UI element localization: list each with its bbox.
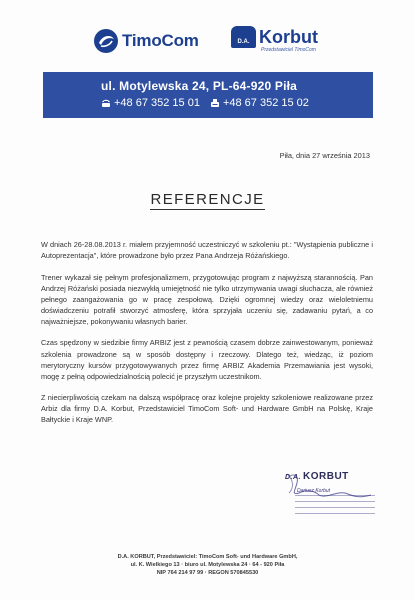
- footer-line-2: ul. K. Wielkiego 13 · biuro ul. Motylewska 24 · 64 - 920 Piła: [130, 562, 285, 569]
- header-logos: [0, 26, 415, 62]
- stamp-name: Dariusz Korbut: [297, 488, 331, 494]
- footer-line-3: NIP 764 214 97 99 · REGON 570845530: [156, 570, 259, 577]
- fax-number: +48 67 352 15 02: [222, 97, 309, 109]
- contact-line: [101, 97, 309, 109]
- paragraph-4: Z niecierpliwością czekam na dalszą współpracę oraz kolejne projekty szkoleniowe realizowane przez Arbiz dla firmy D.A. Korbut, Przedstawiciel TimoCom Soft- und Hardware GmbH na Polskę, Kraje Bałtyckie i Kraje WNP.: [41, 393, 373, 425]
- letter-body: [41, 239, 373, 436]
- letter-title-text: REFERENCJE: [150, 191, 265, 208]
- paragraph-1: W dniach 26-28.08.2013 r. miałem przyjemność uczestniczyć w szkoleniu pt.: "Wystąpienia publiczne i Autoprezentacja", które prowadzone było przez Pana Andrzeja Różańskiego.: [41, 240, 373, 261]
- phone-number: +48 67 352 15 01: [114, 97, 200, 109]
- letter-footer: [0, 553, 415, 578]
- korbut-logo-text: Korbut: [259, 26, 318, 47]
- footer-line-1: D.A. KORBUT, Przedstawiciel: TimoCom Soft- und Hardware GmbH,: [117, 554, 298, 560]
- timocom-logo-text: TimoCom: [122, 31, 199, 50]
- timocom-swirl-icon: [93, 28, 119, 54]
- address-bar: [43, 72, 373, 118]
- stamp-logo-prefix: D.A.: [285, 474, 301, 481]
- da-badge-icon: D.A.: [231, 26, 256, 48]
- handwritten-signature: [285, 471, 377, 517]
- address-text: ul. Motylewska 24, PL-64-920 Piła: [101, 79, 298, 93]
- timocom-logo: [93, 28, 199, 54]
- paragraph-3: Czas spędzony w siedzibie firmy ARBIZ jest z pewnością czasem dobrze zainwestowanym, ponieważ szkolenia prowadzone są w sposób dostępny i rzeczowy. Dlatego też, wiedząc, iż poziom merytoryczny kursów przygotowywanych przez firmę ARBIZ Akademia Przemawiania jest wysoki, mogę z pełną odpowiedzialnością polecić je przyszłym uczestnikom.: [41, 338, 373, 381]
- phone-icon: [101, 98, 111, 108]
- fax-icon: [210, 98, 220, 108]
- company-stamp: [285, 471, 377, 517]
- letter-title: [0, 191, 415, 208]
- korbut-tagline: Przedstawiciel TimoCom: [261, 47, 316, 53]
- letter-date: Piła, dnia 27 września 2013: [279, 151, 370, 160]
- korbut-logo: [231, 26, 318, 53]
- paragraph-2: Trener wykazał się pełnym profesjonalizmem, przygotowując program z najwyższą starannością. Pan Andrzej Różański posiada niezwykłą umiejętność nie tylko utrzymywania uwagi słuchacza, ale również pełnego zaangażowania go w pracę zespołową. Dzięki ogromnej wiedzy oraz wieloletniemu doświadczeniu potrafił stworzyć atmosferę, która sprzyjała uczeniu się, zadawaniu pytań, a co najważniejsze, pokonywaniu własnych barier.: [41, 272, 373, 326]
- stamp-logo-text: KORBUT: [303, 471, 349, 482]
